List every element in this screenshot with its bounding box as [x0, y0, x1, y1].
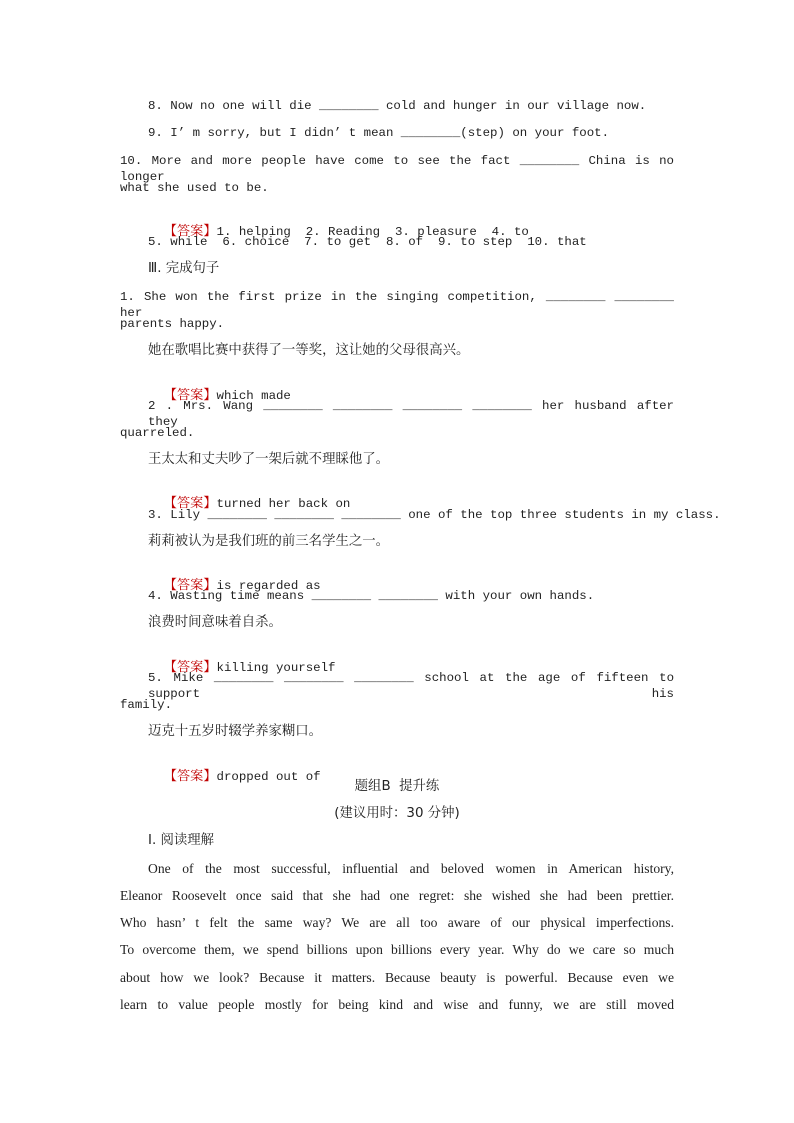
sentence-5-cn: 迈克十五岁时辍学养家糊口。: [148, 724, 323, 739]
group-b-title: 题组B 提升练: [354, 779, 440, 794]
passage-line: To overcome them, we spend billions upon billions every year. Why do we care so much: [120, 942, 674, 957]
sentence-4-en: 4. Wasting time means ________ ________ with your own hands.: [148, 589, 595, 603]
question-10-line2: what she used to be.: [120, 181, 269, 195]
answer-text: 1. helping 2. Reading 3. pleasure 4. to: [216, 225, 529, 239]
question-8: 8. Now no one will die ________ cold and hunger in our village now.: [148, 99, 647, 113]
sentence-3-en: 3. Lily ________ ________ ________ one of the top three students in my class.: [148, 508, 721, 522]
passage-line: Who hasn’ t felt the same way? We are all too aware of our physical imperfections.: [120, 915, 674, 930]
passage-line: learn to value people mostly for being kind and wise and funny, we are still moved: [120, 997, 674, 1012]
sentence-2-cn: 王太太和丈夫吵了一架后就不理睬他了。: [148, 452, 390, 467]
answer-label: 【答案】: [163, 496, 217, 511]
answer-text: is regarded as: [216, 579, 321, 593]
sentence-1-cn: 她在歌唱比赛中获得了一等奖，这让她的父母很高兴。: [148, 343, 470, 358]
answer-text-line2: 5. while 6. choice 7. to get 8. of 9. to step 10. that: [148, 235, 587, 249]
answer-label: 【答案】: [163, 388, 217, 403]
answer-text: killing yourself: [216, 661, 336, 675]
sentence-5-en-line1: 5. Mike ________ ________ ________ school at the age of fifteen to support his: [148, 671, 674, 701]
sentence-4-cn: 浪费时间意味着自杀。: [148, 615, 282, 630]
passage-line: about how we look? Because it matters. Because beauty is powerful. Because even we: [120, 970, 674, 985]
sentence-2-en-line1: 2 . Mrs. Wang ________ ________ ________ ________ her husband after they: [148, 399, 674, 429]
passage-line: Eleanor Roosevelt once said that she had one regret: she wished she had been prettier.: [120, 888, 674, 903]
sentence-2-en-line2: quarreled.: [120, 426, 195, 440]
answer-label: 【答案】: [163, 660, 217, 675]
answer-text: turned her back on: [216, 497, 351, 511]
sentence-3-cn: 莉莉被认为是我们班的前三名学生之一。: [148, 534, 390, 549]
passage-line: One of the most successful, influential and beloved women in American history,: [148, 861, 674, 876]
answer-text: which made: [216, 389, 291, 403]
question-10-line1: 10. More and more people have come to see the fact ________ China is no longer: [120, 154, 674, 184]
sentence-1-en-line1: 1. She won the first prize in the singing competition, ________ ________ her: [120, 290, 674, 320]
answer-label: 【答案】: [163, 578, 217, 593]
section-heading-3: Ⅲ. 完成句子: [148, 261, 220, 276]
answer-label: 【答案】: [163, 769, 217, 784]
sentence-1-en-line2: parents happy.: [120, 317, 225, 331]
sentence-5-en-line2: family.: [120, 698, 173, 712]
answer-text: dropped out of: [216, 770, 321, 784]
group-b-subtitle: (建议用时：30 分钟): [334, 806, 460, 821]
reading-section-heading: Ⅰ. 阅读理解: [148, 833, 215, 848]
answer-label: 【答案】: [163, 224, 217, 239]
question-9: 9. I’ m sorry, but I didn’ t mean ________(step) on your foot.: [148, 126, 610, 140]
